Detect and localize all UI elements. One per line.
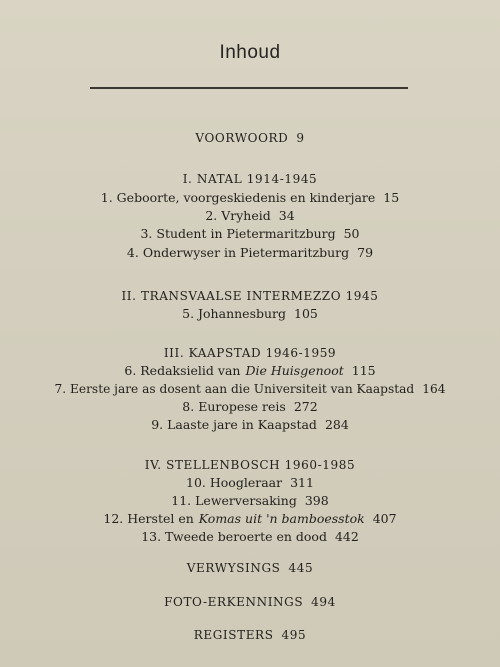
toc-entry-page: 50 bbox=[343, 226, 360, 241]
toc-back-matter-label: FOTO-ERKENNINGS bbox=[164, 595, 304, 609]
toc-back-matter bbox=[0, 594, 500, 610]
toc-entry bbox=[0, 493, 500, 509]
toc-entry bbox=[0, 363, 500, 379]
toc-entry-label: 4. Onderwyser in Pietermaritzburg bbox=[126, 245, 350, 260]
toc-foreword-page: 9 bbox=[296, 131, 305, 145]
toc-back-matter bbox=[0, 627, 500, 643]
toc-section-heading-stellenbosch: IV. STELLENBOSCH 1960-1985 bbox=[144, 458, 356, 472]
toc-back-matter-page: 495 bbox=[281, 628, 307, 642]
toc-section-heading-natal: I. NATAL 1914-1945 bbox=[182, 172, 318, 186]
toc-entry-page: 34 bbox=[278, 208, 295, 223]
toc-back-matter bbox=[0, 560, 500, 576]
toc-entry-label: 11. Lewerversaking bbox=[171, 493, 297, 508]
toc-back-matter-label: REGISTERS bbox=[193, 628, 274, 642]
toc-entry-page: 105 bbox=[294, 306, 318, 321]
toc-entry-page: 398 bbox=[304, 493, 329, 508]
toc-entry-page: 115 bbox=[351, 363, 376, 378]
toc-entry-title-italic: Die Huisgenoot bbox=[245, 363, 344, 378]
toc-entry-page: 407 bbox=[372, 511, 397, 526]
toc-entry-label: 6. Redaksielid van bbox=[124, 363, 241, 378]
toc-entry-label: 12. Herstel en bbox=[103, 511, 194, 526]
toc-entry-label: 7. Eerste jare as dosent aan die Universiteit van Kaapstad bbox=[54, 382, 415, 396]
toc-entry-page: 442 bbox=[334, 529, 359, 544]
toc-back-matter-page: 445 bbox=[288, 561, 314, 575]
toc-entry-page: 79 bbox=[357, 245, 374, 260]
toc-entry bbox=[0, 245, 500, 261]
toc-entry-label: 5. Johannesburg bbox=[182, 306, 287, 321]
toc-entry-page: 164 bbox=[422, 382, 446, 396]
toc-entry-label: 9. Laaste jare in Kaapstad bbox=[151, 417, 317, 432]
toc-entry-label: 13. Tweede beroerte en dood bbox=[141, 529, 327, 544]
toc-entry-label: 3. Student in Pietermaritzburg bbox=[140, 226, 336, 241]
toc-entry-page: 272 bbox=[293, 399, 318, 414]
page-title: Inhoud bbox=[219, 42, 281, 63]
toc-section-heading-kaapstad: III. KAAPSTAD 1946-1959 bbox=[163, 346, 337, 360]
toc-entry bbox=[0, 475, 500, 491]
toc-entry-label: 10. Hoogleraar bbox=[186, 475, 283, 490]
toc-entry-page: 15 bbox=[383, 190, 400, 205]
toc-back-matter-label: VERWYSINGS bbox=[186, 561, 281, 575]
toc-foreword bbox=[0, 130, 500, 146]
toc-entry bbox=[0, 306, 500, 322]
toc-entry bbox=[0, 511, 500, 527]
toc-entry-page: 311 bbox=[290, 475, 314, 490]
toc-entry-label: 2. Vryheid bbox=[205, 208, 271, 223]
toc-entry bbox=[0, 417, 500, 433]
toc-entry bbox=[0, 529, 500, 545]
toc-foreword-label: VOORWOORD bbox=[195, 131, 289, 145]
toc-entry bbox=[0, 190, 500, 206]
toc-back-matter-page: 494 bbox=[311, 595, 336, 609]
toc-section-heading-transvaal: II. TRANSVAALSE INTERMEZZO 1945 bbox=[121, 289, 379, 303]
toc-entry bbox=[0, 208, 500, 224]
toc-entry bbox=[0, 226, 500, 242]
toc-entry-label: 8. Europese reis bbox=[182, 399, 286, 414]
toc-entry-page: 284 bbox=[324, 417, 349, 432]
toc-entry-label: 1. Geboorte, voorgeskiedenis en kinderjare bbox=[100, 190, 376, 205]
title-rule bbox=[90, 87, 408, 89]
toc-entry-title-italic: Komas uit 'n bamboesstok bbox=[198, 511, 365, 526]
toc-entry bbox=[0, 381, 500, 397]
toc-entry bbox=[0, 399, 500, 415]
